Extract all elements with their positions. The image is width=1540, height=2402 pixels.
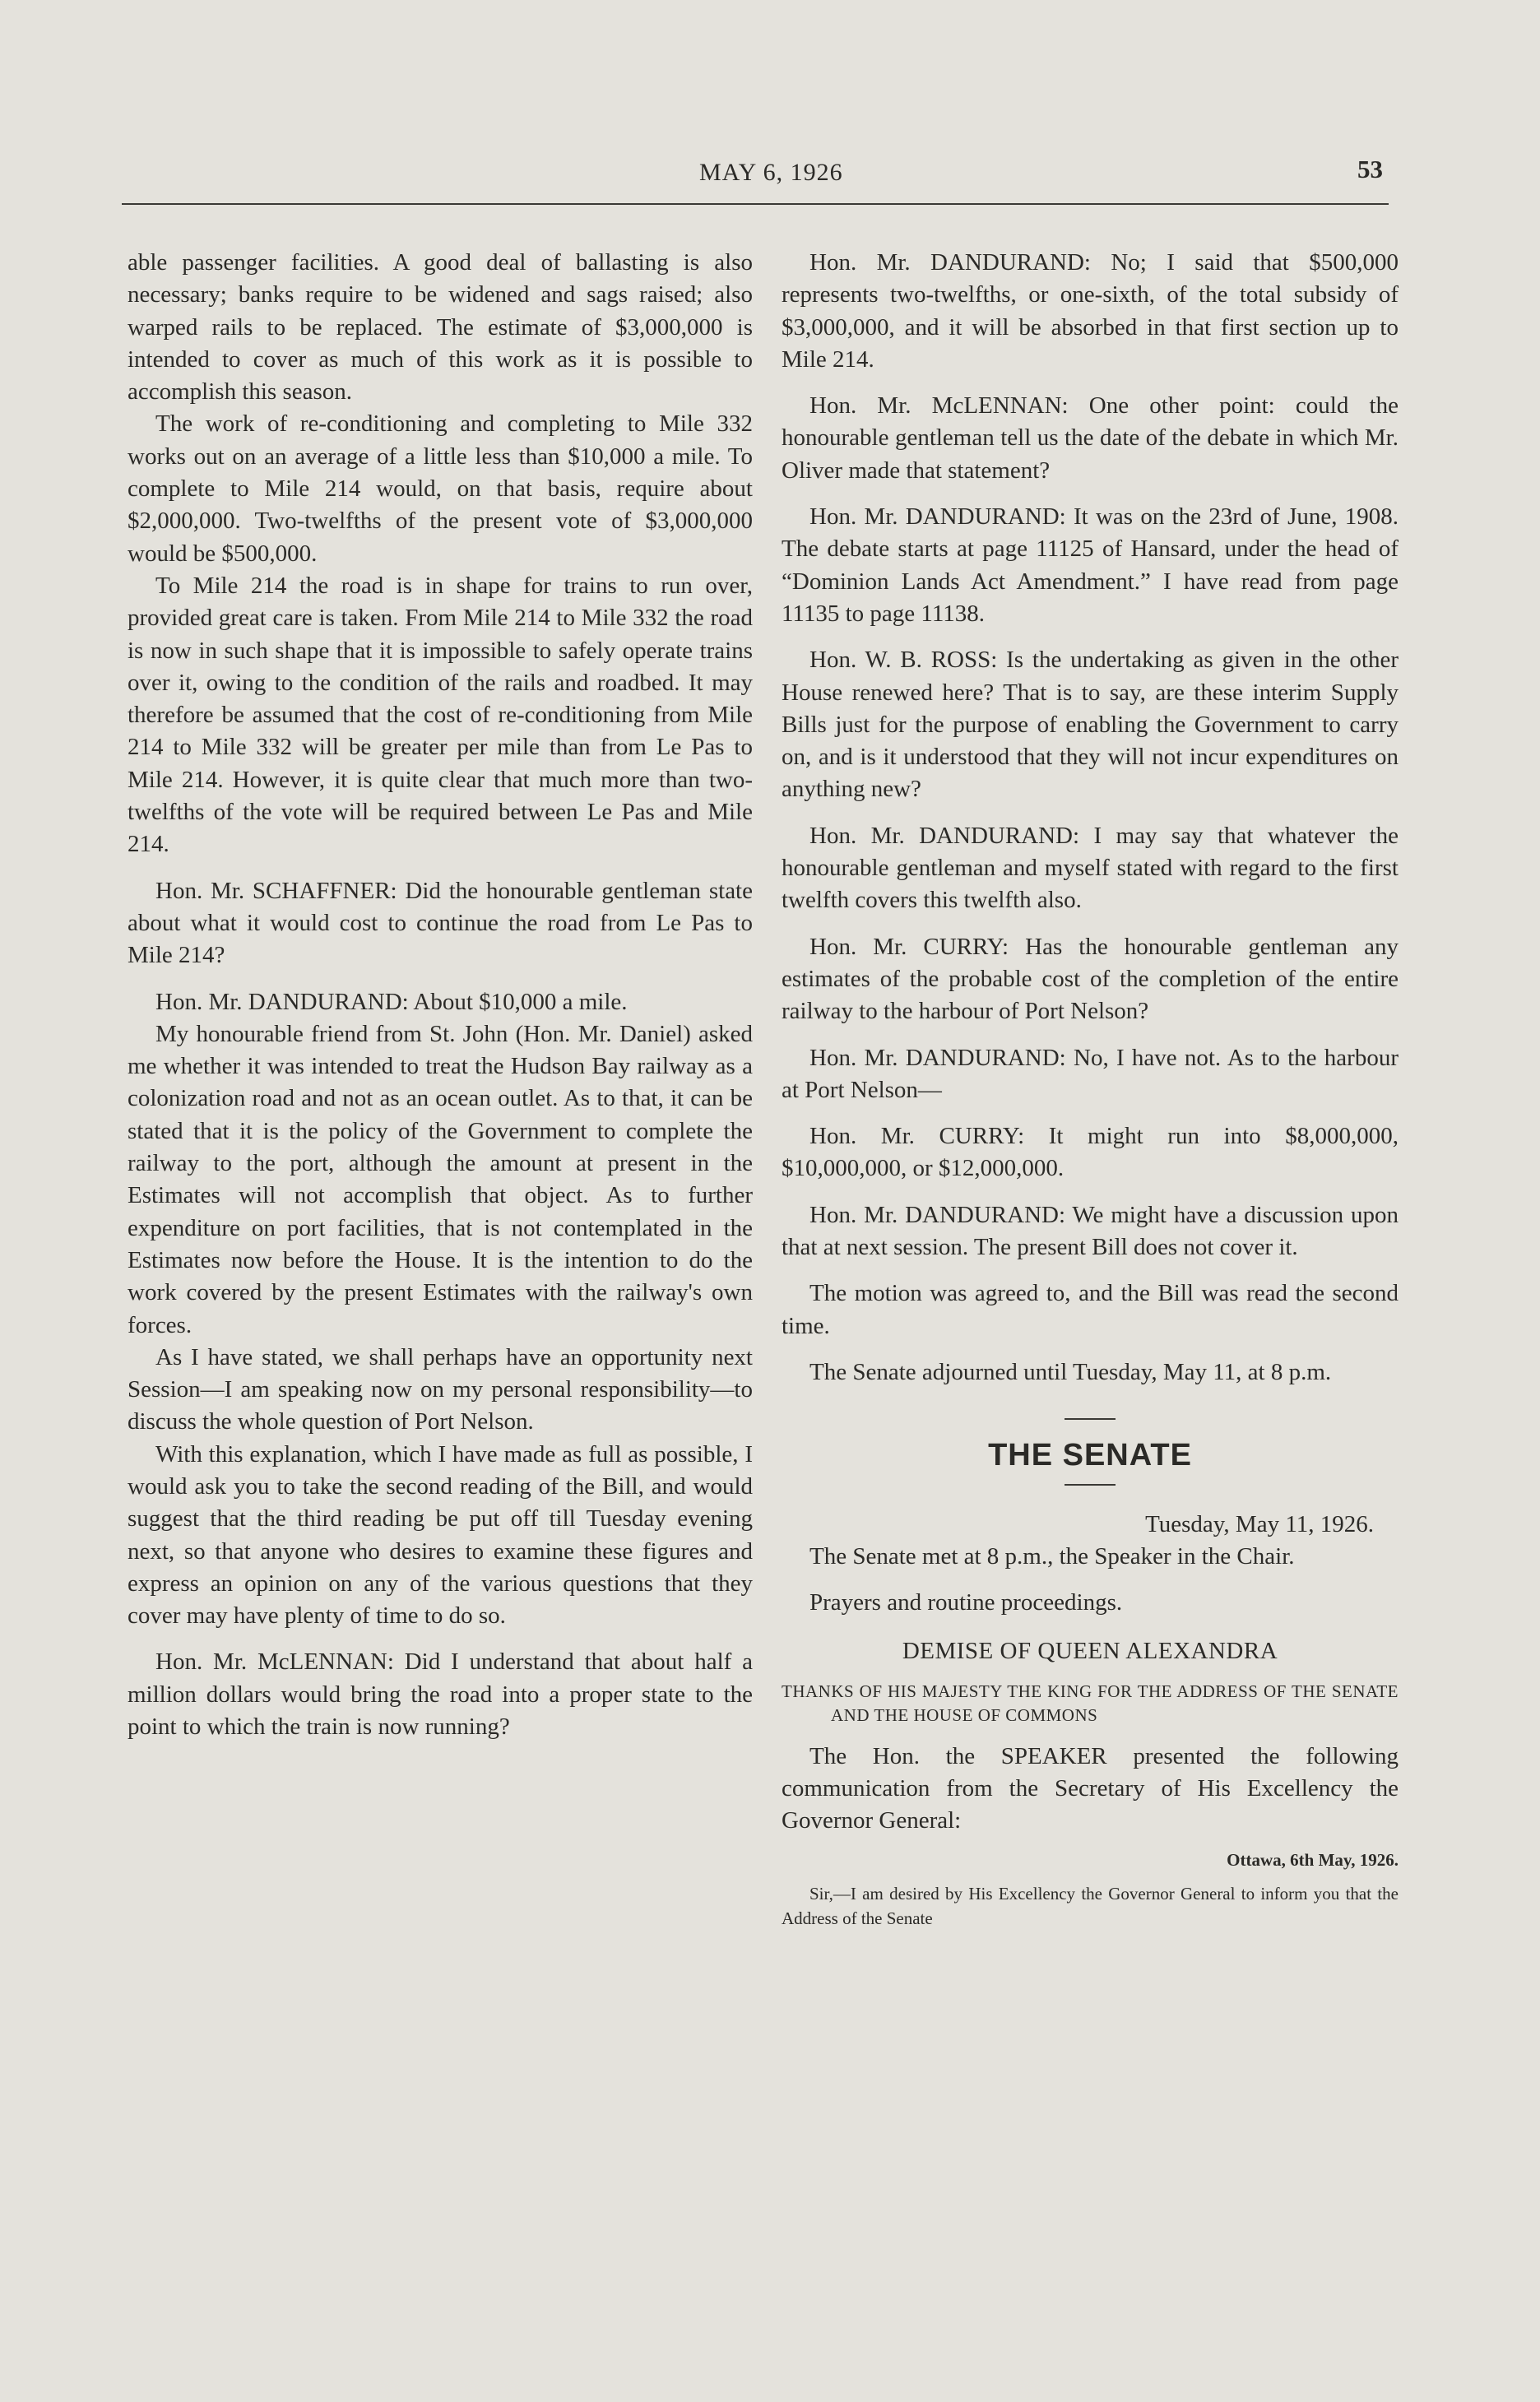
speech-paragraph: Hon. Mr. SCHAFFNER: Did the honourable gentleman state about what it would cost to continue the road from Le Pas to Mile 214? xyxy=(128,877,753,969)
speech-paragraph: Hon. Mr. McLENNAN: One other point: could the honourable gentleman tell us the date of the debate in which Mr. Oliver made that statement? xyxy=(782,392,1399,484)
paragraph: The work of re-conditioning and completing to Mile 332 works out on an average of a little less than $10,000 a mile. To complete to Mile 214 would, on that basis, require about $2,000,000. Two-twelfths of the present vote of $3,000,000 would be $500,000. xyxy=(128,410,753,567)
paragraph: The Senate adjourned until Tuesday, May 11, at 8 p.m. xyxy=(809,1358,1332,1385)
paragraph: To Mile 214 the road is in shape for trains to run over, provided great care is taken. From Mile 214 to Mile 332 the road is now in such shape that it is impossible to safely operate trains over it, owing to the condition of the rails and roadbed. It may therefore be assumed that the cost of re-conditioning from Mile 214 to Mile 332 will be greater per mile than from Le Pas to Mile 214. However, it is quite clear that much more than two-twelfths of the vote will be required between Le Pas and Mile 214. xyxy=(128,572,753,858)
page-number: 53 xyxy=(1357,155,1383,183)
speech-paragraph: Hon. Mr. DANDURAND: It was on the 23rd of June, 1908. The debate starts at page 11125 of Hansard, under the head of “Dominion Lands Act Amendment.” I have read from page 11135 to page 11138. xyxy=(782,503,1399,627)
speech-paragraph: Hon. Mr. DANDURAND: About $10,000 a mile. xyxy=(155,988,628,1015)
header-divider xyxy=(122,203,1389,205)
speech-paragraph: Hon. Mr. CURRY: Has the honourable gentleman any estimates of the probable cost of the completion of the entire railway to the harbour of Port Nelson? xyxy=(782,933,1399,1025)
letter-text: Sir,—I am desired by His Excellency the Governor General to inform you that the Address of the Senate xyxy=(782,1883,1399,1928)
section-divider xyxy=(1065,1484,1116,1486)
speech-paragraph: Hon. Mr. DANDURAND: No, I have not. As to the harbour at Port Nelson— xyxy=(782,1044,1399,1103)
senate-heading: THE SENATE xyxy=(988,1438,1192,1473)
section-divider xyxy=(1065,1418,1116,1420)
sitting-date: Tuesday, May 11, 1926. xyxy=(1145,1510,1374,1537)
subheading: THANKS OF HIS MAJESTY THE KING FOR THE ADDRESS OF THE SENATE AND THE HOUSE OF COMMONS xyxy=(782,1681,1399,1725)
letter-date: Ottawa, 6th May, 1926. xyxy=(1227,1849,1399,1870)
left-column xyxy=(128,247,753,1743)
speech-paragraph: Hon. Mr. McLENNAN: Did I understand that about half a million dollars would bring the road into a proper state to the point to which the train is now running? xyxy=(128,1648,753,1741)
paragraph: The motion was agreed to, and the Bill was read the second time. xyxy=(782,1280,1399,1339)
paragraph: able passenger facilities. A good deal of ballasting is also necessary; banks require to be widened and sags raised; also warped rails to be replaced. The estimate of $3,000,000 is intended to cover as much of this work as it is possible to accomplish this season. xyxy=(128,249,753,406)
section-heading: DEMISE OF QUEEN ALEXANDRA xyxy=(902,1638,1278,1665)
paragraph: My honourable friend from St. John (Hon. Mr. Daniel) asked me whether it was intended to treat the Hudson Bay railway as a colonization road and not as an ocean outlet. As to that, it can be stated that it is the policy of the Government to complete the railway to the port, although the amount at present in the Estimates will not accomplish that object. As to further expenditure on port facilities, that is not contemplated in the Estimates now before the House. It is the intention to do the work covered by the present Estimates with the railway's own forces. xyxy=(128,1020,753,1338)
speech-paragraph: Hon. Mr. DANDURAND: No; I said that $500,000 represents two-twelfths, or one-sixth, of the total subsidy of $3,000,000, and it will be absorbed in that first section up to Mile 214. xyxy=(782,249,1399,373)
speech-paragraph: Hon. W. B. ROSS: Is the undertaking as given in the other House renewed here? That is to say, are these interim Supply Bills just for the purpose of enabling the Government to carry on, and is it understood that they will not incur expenditures on anything new? xyxy=(782,647,1399,803)
running-title: MAY 6, 1926 xyxy=(699,159,843,186)
paragraph: As I have stated, we shall perhaps have an opportunity next Session—I am speaking now on my personal responsibility—to discuss the whole question of Port Nelson. xyxy=(128,1343,753,1435)
right-column xyxy=(782,247,1399,1931)
speech-paragraph: Hon. Mr. DANDURAND: I may say that whatever the honourable gentleman and myself stated with regard to the first twelfth covers this twelfth also. xyxy=(782,822,1399,914)
speech-paragraph: Hon. Mr. DANDURAND: We might have a discussion upon that at next session. The present Bill does not cover it. xyxy=(782,1201,1399,1261)
paragraph: With this explanation, which I have made as full as possible, I would ask you to take the second reading of the Bill, and would suggest that the third reading be put off till Tuesday evening next, so that anyone who desires to examine these figures and express an opinion on any of the various questions that they cover may have plenty of time to do so. xyxy=(128,1440,753,1630)
paragraph: The Senate met at 8 p.m., the Speaker in the Chair. xyxy=(809,1542,1295,1570)
paragraph: Prayers and routine proceedings. xyxy=(809,1589,1123,1616)
paragraph: The Hon. the SPEAKER presented the following communication from the Secretary of His Excellency the Governor General: xyxy=(782,1742,1399,1834)
speech-paragraph: Hon. Mr. CURRY: It might run into $8,000,000, $10,000,000, or $12,000,000. xyxy=(782,1123,1399,1182)
